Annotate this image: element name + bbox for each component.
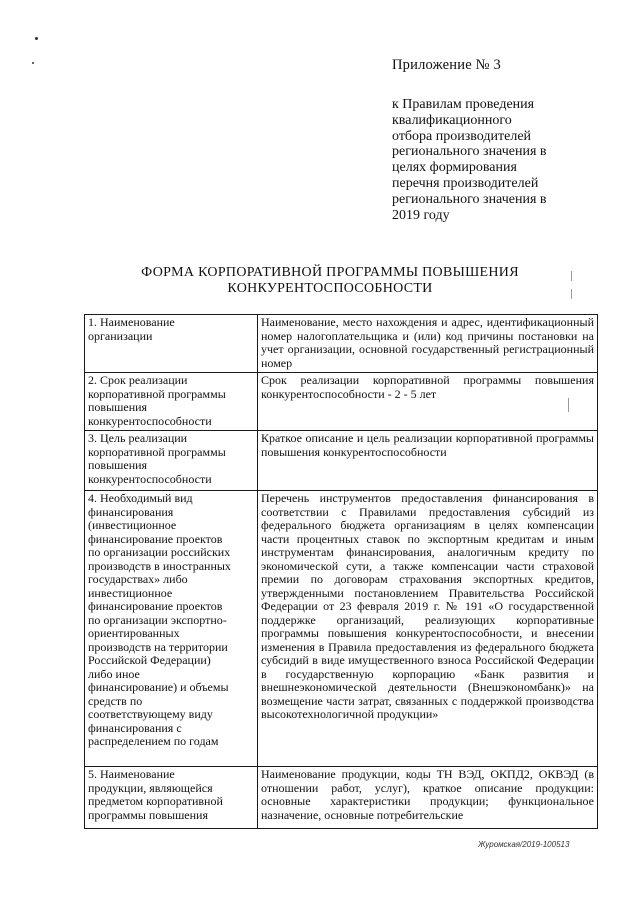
appendix-note-line: целях формирования	[392, 160, 517, 176]
footer-code: Журомская/2019-100513	[478, 840, 570, 849]
row-label: 4. Необходимый вид финансирования (инвестиционное финансирование проектов по организации российских производств в иностранных государствах» либо инвестиционное финансирование проектов по организации экспортно- ориентированных производств на территории Российской Федерации) либо иное финансирование) и объемы средств по соответствующему виду финансирования с распределением по годам	[85, 491, 258, 767]
table-row	[85, 315, 598, 373]
table-row	[85, 767, 598, 829]
margin-tick	[571, 271, 572, 281]
appendix-note	[392, 97, 597, 223]
margin-tick	[571, 289, 572, 299]
heading-line: КОНКУРЕНТОСПОСОБНОСТИ	[227, 280, 433, 296]
row-content: Срок реализации корпоративной программы повышения конкурентоспособности - 2 - 5 лет	[258, 373, 598, 431]
appendix-note-line: квалификационного	[392, 112, 512, 128]
appendix-note-line: отбора производителей	[392, 128, 532, 144]
document-heading	[60, 265, 600, 296]
table-row	[85, 431, 598, 491]
program-table	[84, 314, 598, 829]
table-row	[85, 373, 598, 431]
scan-speck	[32, 62, 34, 64]
table-row	[85, 491, 598, 767]
heading-line: ФОРМА КОРПОРАТИВНОЙ ПРОГРАММЫ ПОВЫШЕНИЯ	[141, 265, 519, 280]
row-content: Наименование, место нахождения и адрес, идентификационный номер налогоплательщика и (или) код причины постановки на учет организации, основной государственный регистрационный номер	[258, 315, 598, 373]
appendix-note-line: регионального значения в	[392, 191, 547, 207]
appendix-note-line: перечня производителей	[392, 175, 539, 191]
scan-speck	[35, 37, 38, 40]
appendix-note-line: к Правилам проведения	[392, 97, 535, 112]
appendix-title: Приложение № 3	[392, 57, 501, 73]
row-label: 1. Наименование организации	[85, 315, 258, 373]
row-content: Наименование продукции, коды ТН ВЭД, ОКПД2, ОКВЭД (в отношении работ, услуг), краткое описание продукции: основные характеристики продукции; функциональное назначение, основные потребительские	[258, 767, 598, 829]
appendix-note-line: 2019 году	[392, 207, 450, 223]
row-content: Краткое описание и цель реализации корпоративной программы повышения конкурентоспособности	[258, 431, 598, 491]
row-label: 2. Срок реализации корпоративной программы повышения конкурентоспособности	[85, 373, 258, 431]
row-content: Перечень инструментов предоставления финансирования в соответствии с Правилами предоставления субсидий из федерального бюджета организациям в целях компенсации части процентных ставок по экспортным кредитам и иным инструментам финансирования, аналогичным кредиту по экономической сути, а также компенсации части страховой премии по договорам страхования экспортных кредитов, утвержденными постановлением Правительства Российской Федерации от 23 февраля 2019 г. № 191 «О государственной поддержке организаций, реализующих корпоративные программы повышения конкурентоспособности, и внесении изменения в Правила предоставления из федерального бюджета субсидий в виде имущественного взноса Российской Федерации в государственную корпорацию «Банк развития и внешнеэкономической деятельности (Внешэкономбанк)» на возмещение части затрат, связанных с поддержкой производства высокотехнологичной продукции»	[258, 491, 598, 767]
row-label: 3. Цель реализации корпоративной программы повышения конкурентоспособности	[85, 431, 258, 491]
appendix-note-line: регионального значения в	[392, 144, 547, 160]
row-label: 5. Наименование продукции, являющейся предметом корпоративной программы повышения	[85, 767, 258, 829]
